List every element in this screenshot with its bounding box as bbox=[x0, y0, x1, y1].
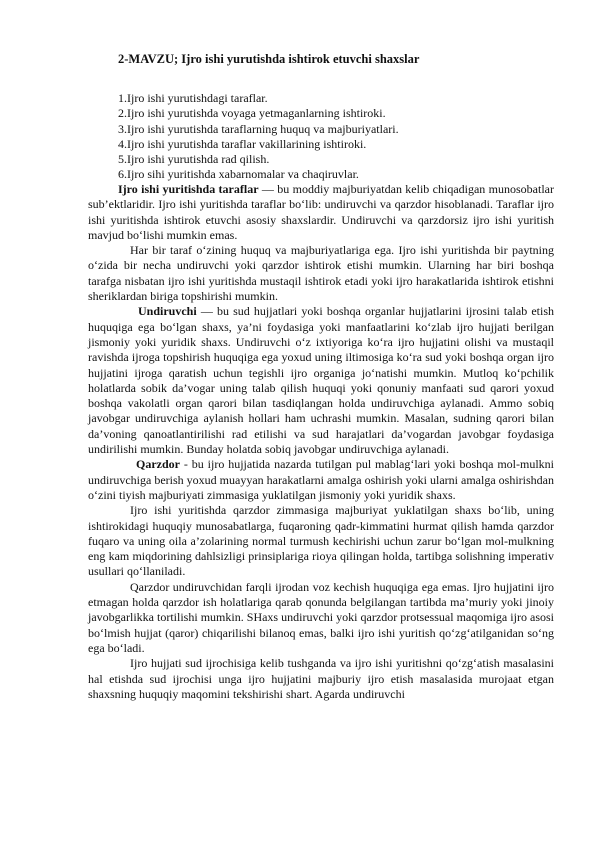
term-undiruvchi: Undiruvchi bbox=[138, 304, 197, 319]
outline-item: 5.Ijro ishi yurutishda rad qilish. bbox=[118, 152, 270, 167]
outline-item: 4.Ijro ishi yurutishda taraflar vakillarining ishtiroki. bbox=[118, 136, 367, 151]
paragraph-ijro-hujjati: Ijro hujjati sud ijrochisiga kelib tushganda va ijro ishi yuritishni qo‘zg‘atish masalasini hal etishda sud ijrochisi unga ijro hujjatini majburiy ijro etish masalasida murojaat etgan shaxsning huquqiy maqomini tekshirishi shart. Agarda undiruvchi bbox=[88, 656, 554, 701]
document-title: 2-MAVZU; Ijro ishi yurutishda ishtirok etuvchi shaxslar bbox=[118, 52, 420, 66]
paragraph-majburiyat: Ijro ishi yuritishda qarzdor zimmasiga majburiyat yuklatilgan shaxs bo‘lib, uning ishtirokidagi huquqiy munosabatlarga, fuqaroning qadr-kimmatini hurmat qilish hamda qarzdor fuqaro va uning oila a’zolarining normal turmush kechirishi uchun zarur bo‘lgan mol-mulkning eng kam miqdorining dahlsizligi prinsiplariga rioya qilingan holda, tartibga solishning imperativ usullari qo‘llaniladi. bbox=[88, 503, 554, 579]
paragraph-undiruvchi bbox=[88, 304, 554, 457]
paragraph-taraflar bbox=[88, 182, 554, 243]
outline-item: 3.Ijro ishi yurutishda taraflarning huquq va majburiyatlari. bbox=[118, 121, 399, 136]
term-qarzdor: Qarzdor bbox=[136, 457, 180, 472]
paragraph-text: — bu sud hujjatlari yoki boshqa organlar hujjatlarini ijrosini talab etish huquqiga ega bo‘lgan shaxs, ya’ni foydasiga yoki manfaatlarini ko‘zlab ijro hujjati berilgan jismoniy yoki yuridik shaxs. Undiruvchi o‘z ixtiyoriga ko‘ra ijro hujjatini olishi va mustaqil ravishda ijroga topshirish huquqiga ega yoxud uning iltimosiga ko‘ra sud yoki boshqa organ ijro hujjatini ijroga qaratish uchun tegishli ijro organiga jo‘natishi mumkin. Mutloq ko‘pchilik holatlarda sobik da’vogar uning talab qilish huquqi yoki qonuniy manfaati sud qarori yoxud boshqa vakolatli organ qarori bilan tasdiqlangan holda undiruvchiga aylanadi. Ammo sobiq javobgar undiruvchiga aylanish hollari ham uchrashi mumkin. Masalan, sudning qarori bilan da’voning qanoatlantirilishi rad etilishi va sud harajatlari da’vogardan javobgar foydasiga undirilishi mumkin. Bunday holatda sobiq javobgar undiruvchiga aylanadi. bbox=[88, 304, 554, 457]
topic-outline bbox=[118, 91, 399, 183]
paragraph-text: - bu ijro hujjatida nazarda tutilgan pul mablag‘lari yoki boshqa mol-mulkni undiruvchiga berish yoxud muayyan harakatlarni amalga oshirish yoki ularni amalga oshirishdan o‘zini tiyish majburiyati zimmasiga yuklatilgan jismoniy yoki yuridik shaxs. bbox=[88, 457, 554, 502]
term-taraflar: Ijro ishi yuritishda taraflar bbox=[118, 182, 259, 196]
document-body bbox=[88, 182, 554, 702]
outline-item: 6.Ijro sihi yuritishda xabarnomalar va chaqiruvlar. bbox=[118, 167, 359, 182]
outline-item: 1.Ijro ishi yurutishdagi taraflar. bbox=[118, 91, 268, 105]
paragraph-text: — bu moddiy majburiyatdan kelib chiqadigan munosobatlar sub’ektlaridir. Ijro ishi yuritishda taraflar bo‘lib: undiruvchi va qarzdor hisoblanadi. Taraflar ijro ishi yuritishda ishtirok etuvchi asosiy shaxslardir. Undiruvchi va qarzdorsiz ijro ishi yuritish mavjud bo‘lishi mumkin emas. bbox=[88, 182, 554, 242]
paragraph-huquq: Har bir taraf o‘zining huquq va majburiyatlariga ega. Ijro ishi yuritishda bir paytning o‘zida bir necha undiruvchi yoki qarzdor ishtirok etishi mumkin. Ularning har biri boshqa tarafga nisbatan ijro ishi yuritishda mustaqil ishtirok etadi yoki ijro harakatlarida ishtirok etishni sheriklardan biriga topshirishi mumkin. bbox=[88, 243, 554, 304]
outline-item: 2.Ijro ishi yurutishda voyaga yetmaganlarning ishtiroki. bbox=[118, 106, 386, 121]
paragraph-qarzdor bbox=[88, 457, 554, 503]
paragraph-voz-kechish: Qarzdor undiruvchidan farqli ijrodan voz kechish huquqiga ega emas. Ijro hujjatini ijro etmagan holda qarzdor ish holatlariga qarab qonunda belgilangan tartibda ma’muriy yoki jinoiy javobgarlikka tortilishi mumkin. SHaxs undiruvchi yoki qarzdor protsessual maqomiga ijro asosi bo‘lmish hujjat (qaror) chiqarilishi bilanoq emas, balki ijro ishi yuritish qo‘zg‘atilganidan so‘ng ega bo‘ladi. bbox=[88, 579, 554, 655]
